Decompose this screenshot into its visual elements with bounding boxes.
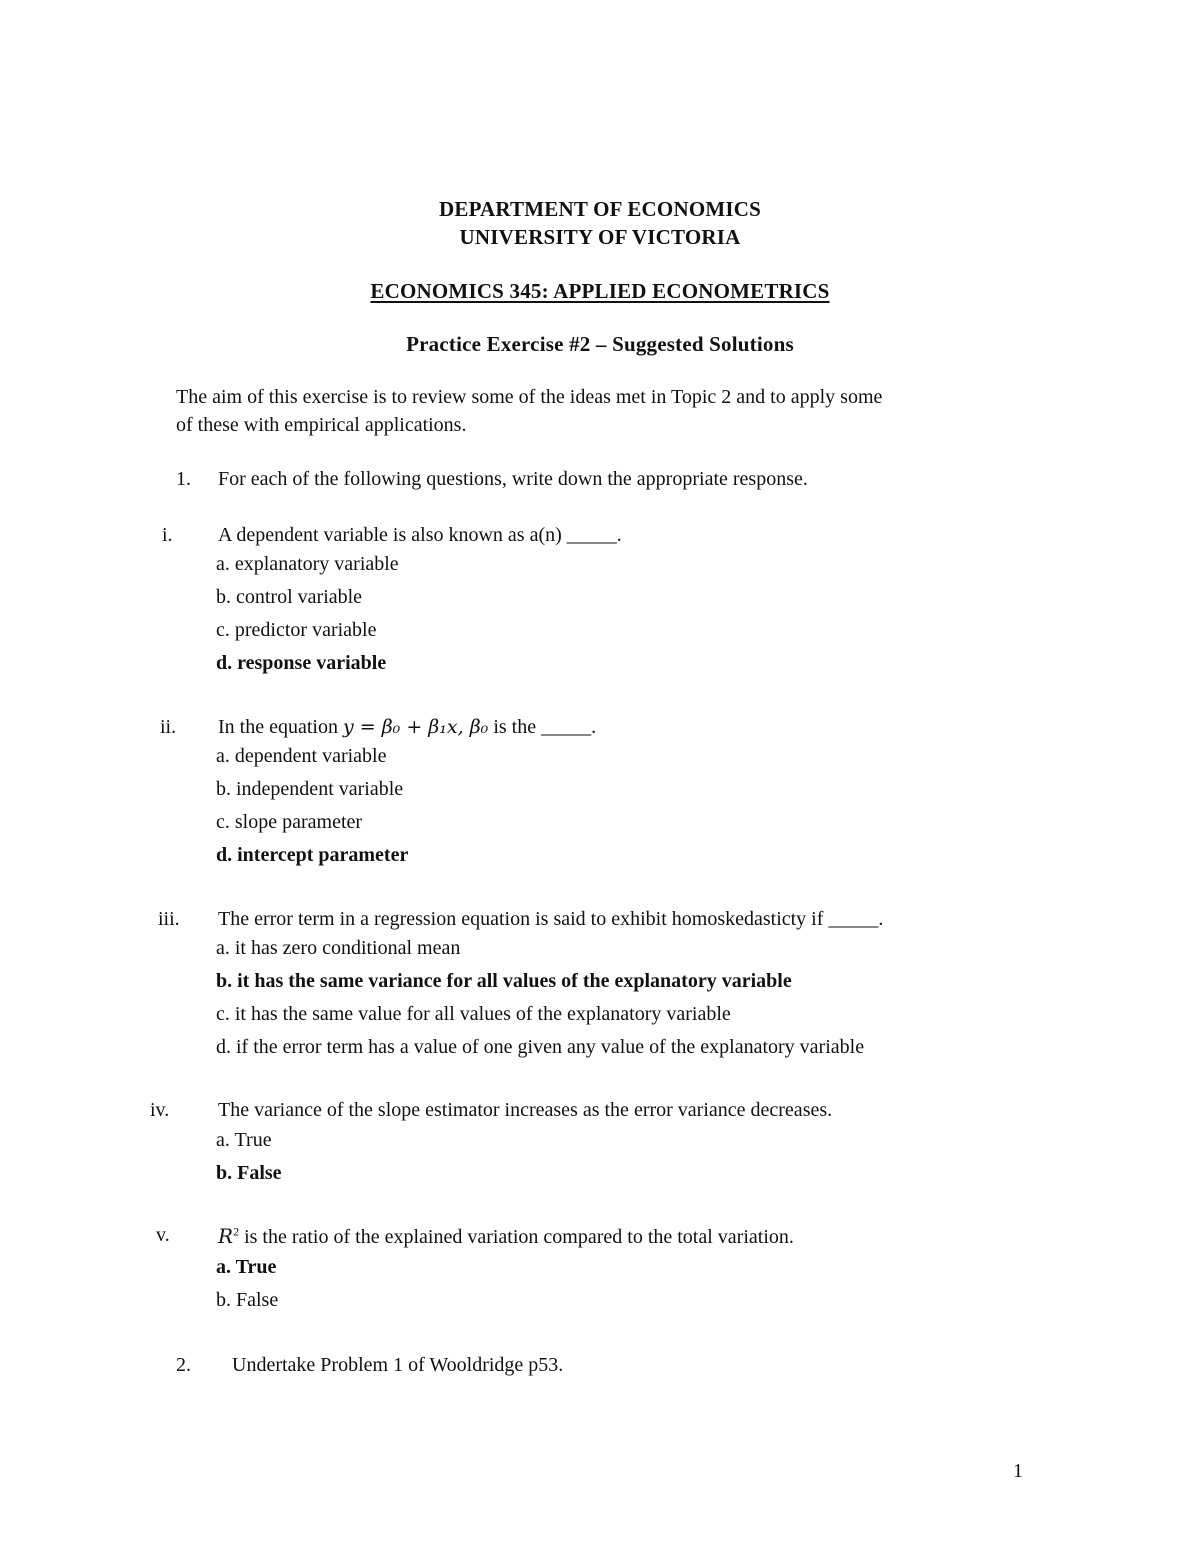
item-i-option-c: c. predictor variable xyxy=(216,619,377,641)
intro-line-1: The aim of this exercise is to review some of the ideas met in Topic 2 and to apply some xyxy=(176,386,883,408)
question-2-number: 2. xyxy=(176,1354,191,1376)
item-v-question-rest: is the ratio of the explained variation compared to the total variation. xyxy=(239,1226,794,1248)
department-heading: DEPARTMENT OF ECONOMICS xyxy=(439,197,761,221)
item-v-option-a-answer: a. True xyxy=(216,1256,277,1278)
item-ii-option-c: c. slope parameter xyxy=(216,811,363,833)
item-v-question xyxy=(218,1224,794,1249)
question-2-text: Undertake Problem 1 of Wooldridge p53. xyxy=(232,1354,564,1376)
item-iii-question: The error term in a regression equation is said to exhibit homoskedasticty if _____. xyxy=(218,908,884,930)
item-iii-option-a: a. it has zero conditional mean xyxy=(216,937,461,959)
item-iv-numeral: iv. xyxy=(150,1099,170,1121)
item-ii-option-d-answer: d. intercept parameter xyxy=(216,844,409,866)
item-i-option-d-answer: d. response variable xyxy=(216,652,387,674)
university-heading: UNIVERSITY OF VICTORIA xyxy=(459,225,741,249)
item-ii-equation: y = β₀ + β₁x, β₀ xyxy=(342,716,489,738)
item-ii-option-b: b. independent variable xyxy=(216,778,404,800)
item-iii-numeral: iii. xyxy=(158,908,180,930)
item-ii-option-a: a. dependent variable xyxy=(216,745,387,767)
item-iii-option-b-answer: b. it has the same variance for all values of the explanatory variable xyxy=(216,970,792,992)
item-i-question: A dependent variable is also known as a(n) _____. xyxy=(218,524,622,546)
item-ii-question-suffix: is the _____. xyxy=(488,716,597,738)
course-title-text: ECONOMICS 345: APPLIED ECONOMETRICS xyxy=(370,279,830,303)
intro-line-2: of these with empirical applications. xyxy=(176,414,467,436)
question-1-text: For each of the following questions, write down the appropriate response. xyxy=(218,468,808,490)
item-iii-option-d: d. if the error term has a value of one given any value of the explanatory variable xyxy=(216,1036,865,1058)
course-title xyxy=(0,279,1200,304)
item-i-option-b: b. control variable xyxy=(216,586,363,608)
item-v-option-b: b. False xyxy=(216,1289,279,1311)
item-iv-option-a: a. True xyxy=(216,1129,272,1151)
item-ii-numeral: ii. xyxy=(160,716,177,738)
item-iv-option-b-answer: b. False xyxy=(216,1162,282,1184)
item-ii-question-prefix: In the equation xyxy=(218,716,343,738)
item-iii-option-c: c. it has the same value for all values of the explanatory variable xyxy=(216,1003,731,1025)
item-i-option-a: a. explanatory variable xyxy=(216,553,399,575)
question-1-number: 1. xyxy=(176,468,191,490)
item-v-superscript: 2 xyxy=(233,1224,240,1239)
exercise-title: Practice Exercise #2 – Suggested Solutions xyxy=(406,332,794,356)
item-v-numeral: v. xyxy=(156,1224,170,1246)
item-v-r-symbol: R xyxy=(218,1224,234,1248)
item-iv-question: The variance of the slope estimator increases as the error variance decreases. xyxy=(218,1099,833,1121)
page-number: 1 xyxy=(1013,1460,1023,1482)
item-i-numeral: i. xyxy=(162,524,173,546)
item-ii-question xyxy=(218,716,596,739)
